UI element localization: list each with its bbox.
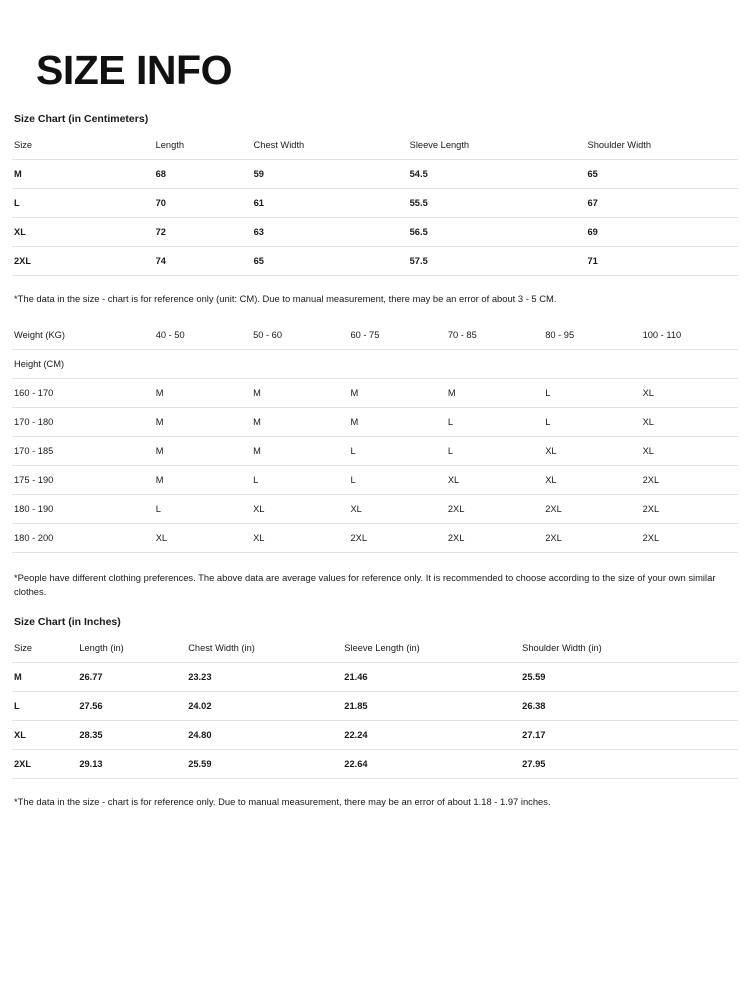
table-row bbox=[12, 662, 738, 691]
cell-shoulder-width: 69 bbox=[586, 218, 739, 247]
cell-shoulder-width: 26.38 bbox=[520, 691, 738, 720]
inch-chart-note: *The data in the size - chart is for reference only. Due to manual measurement, there may be an error of about 1.18 - 1.97 inches. bbox=[14, 795, 551, 807]
weight-range: 80 - 95 bbox=[543, 321, 640, 350]
inch-chart-heading: Size Chart (in Inches) bbox=[14, 615, 121, 628]
cell-size: XL bbox=[543, 436, 640, 465]
cell-chest-width: 25.59 bbox=[186, 749, 342, 778]
cell-height-range: 175 - 190 bbox=[12, 465, 154, 494]
table-row bbox=[12, 720, 738, 749]
fit-recommendation-note: *People have different clothing preferences. The above data are average values for reference only. It is recommended to choose according to the size of your own similar clothes. bbox=[14, 571, 716, 598]
cell-size: XL bbox=[446, 465, 543, 494]
cell-height-range: 170 - 180 bbox=[12, 407, 154, 436]
cell-sleeve-length: 55.5 bbox=[408, 189, 586, 218]
cell-length: 74 bbox=[154, 247, 252, 276]
cell-length: 72 bbox=[154, 218, 252, 247]
cell-size: L bbox=[251, 465, 348, 494]
cell-size: L bbox=[348, 436, 445, 465]
weight-range: 40 - 50 bbox=[154, 321, 251, 350]
cell-size: 2XL bbox=[348, 523, 445, 552]
cell-sleeve-length: 21.46 bbox=[342, 662, 520, 691]
cell-sleeve-length: 57.5 bbox=[408, 247, 586, 276]
cell-size: XL bbox=[641, 407, 738, 436]
empty-cell bbox=[446, 349, 543, 378]
cell-shoulder-width: 67 bbox=[586, 189, 739, 218]
cell-size: M bbox=[251, 436, 348, 465]
cell-size: L bbox=[446, 436, 543, 465]
table-row bbox=[12, 523, 738, 552]
cell-length: 29.13 bbox=[77, 749, 186, 778]
cell-chest-width: 63 bbox=[252, 218, 408, 247]
column-header: Chest Width bbox=[252, 131, 408, 160]
cell-size: XL bbox=[12, 218, 154, 247]
inch-size-table bbox=[12, 634, 738, 779]
column-header: Sleeve Length bbox=[408, 131, 586, 160]
table-header-row bbox=[12, 131, 738, 160]
table-row bbox=[12, 494, 738, 523]
cell-height-range: 180 - 190 bbox=[12, 494, 154, 523]
empty-cell bbox=[641, 349, 738, 378]
cell-shoulder-width: 25.59 bbox=[520, 662, 738, 691]
height-label: Height (CM) bbox=[12, 349, 154, 378]
cell-size: XL bbox=[154, 523, 251, 552]
cell-sleeve-length: 56.5 bbox=[408, 218, 586, 247]
cell-size: XL bbox=[12, 720, 77, 749]
table-row bbox=[12, 436, 738, 465]
cell-size: 2XL bbox=[446, 523, 543, 552]
cell-size: XL bbox=[348, 494, 445, 523]
column-header: Length bbox=[154, 131, 252, 160]
cm-size-table bbox=[12, 131, 738, 276]
cm-chart-note: *The data in the size - chart is for reference only (unit: CM). Due to manual measurement, there may be an error of about 3 - 5 CM. bbox=[14, 293, 557, 304]
cell-length: 68 bbox=[154, 160, 252, 189]
column-header: Size bbox=[12, 634, 77, 663]
cell-size: M bbox=[348, 407, 445, 436]
cell-size: XL bbox=[251, 523, 348, 552]
cell-size: M bbox=[154, 407, 251, 436]
cell-size: L bbox=[154, 494, 251, 523]
cell-size: 2XL bbox=[641, 465, 738, 494]
cell-sleeve-length: 22.24 bbox=[342, 720, 520, 749]
weight-range: 50 - 60 bbox=[251, 321, 348, 350]
empty-cell bbox=[251, 349, 348, 378]
cell-shoulder-width: 27.95 bbox=[520, 749, 738, 778]
cell-size: XL bbox=[641, 436, 738, 465]
page-title: SIZE INFO bbox=[36, 47, 232, 93]
column-header: Chest Width (in) bbox=[186, 634, 342, 663]
cell-length: 26.77 bbox=[77, 662, 186, 691]
cell-size: L bbox=[543, 378, 640, 407]
column-header: Sleeve Length (in) bbox=[342, 634, 520, 663]
cell-sleeve-length: 21.85 bbox=[342, 691, 520, 720]
cell-size: M bbox=[251, 378, 348, 407]
weight-range: 100 - 110 bbox=[641, 321, 738, 350]
cell-size: 2XL bbox=[641, 523, 738, 552]
cell-size: M bbox=[251, 407, 348, 436]
column-header: Shoulder Width bbox=[586, 131, 739, 160]
cell-size: M bbox=[348, 378, 445, 407]
cell-size: L bbox=[446, 407, 543, 436]
cell-size: M bbox=[446, 378, 543, 407]
cell-size: M bbox=[12, 662, 77, 691]
weight-header-row bbox=[12, 321, 738, 350]
cell-size: 2XL bbox=[446, 494, 543, 523]
table-row bbox=[12, 407, 738, 436]
cell-size: XL bbox=[641, 378, 738, 407]
cell-shoulder-width: 71 bbox=[586, 247, 739, 276]
cell-size: 2XL bbox=[543, 523, 640, 552]
table-row bbox=[12, 378, 738, 407]
table-row bbox=[12, 189, 738, 218]
table-row bbox=[12, 749, 738, 778]
cell-height-range: 160 - 170 bbox=[12, 378, 154, 407]
cell-height-range: 180 - 200 bbox=[12, 523, 154, 552]
column-header: Shoulder Width (in) bbox=[520, 634, 738, 663]
cell-shoulder-width: 27.17 bbox=[520, 720, 738, 749]
column-header: Size bbox=[12, 131, 154, 160]
empty-cell bbox=[348, 349, 445, 378]
cell-chest-width: 65 bbox=[252, 247, 408, 276]
cell-size: 2XL bbox=[543, 494, 640, 523]
weight-range: 60 - 75 bbox=[348, 321, 445, 350]
cm-chart-heading: Size Chart (in Centimeters) bbox=[14, 113, 149, 125]
table-row bbox=[12, 465, 738, 494]
cell-chest-width: 24.80 bbox=[186, 720, 342, 749]
column-header: Length (in) bbox=[77, 634, 186, 663]
cell-size: 2XL bbox=[12, 247, 154, 276]
cell-sleeve-length: 22.64 bbox=[342, 749, 520, 778]
cell-height-range: 170 - 185 bbox=[12, 436, 154, 465]
cell-size: L bbox=[12, 691, 77, 720]
cell-sleeve-length: 54.5 bbox=[408, 160, 586, 189]
cell-size: L bbox=[543, 407, 640, 436]
table-header-row bbox=[12, 634, 738, 663]
weight-label: Weight (KG) bbox=[12, 321, 154, 350]
cell-size: L bbox=[348, 465, 445, 494]
cell-size: 2XL bbox=[641, 494, 738, 523]
cell-shoulder-width: 65 bbox=[586, 160, 739, 189]
cell-size: 2XL bbox=[12, 749, 77, 778]
cell-size: M bbox=[154, 378, 251, 407]
weight-range: 70 - 85 bbox=[446, 321, 543, 350]
cell-chest-width: 24.02 bbox=[186, 691, 342, 720]
cell-chest-width: 59 bbox=[252, 160, 408, 189]
table-row bbox=[12, 218, 738, 247]
empty-cell bbox=[543, 349, 640, 378]
table-row bbox=[12, 160, 738, 189]
table-row bbox=[12, 247, 738, 276]
cell-chest-width: 61 bbox=[252, 189, 408, 218]
height-label-row bbox=[12, 349, 738, 378]
cell-chest-width: 23.23 bbox=[186, 662, 342, 691]
cell-size: M bbox=[154, 465, 251, 494]
table-row bbox=[12, 691, 738, 720]
fit-recommendation-table bbox=[12, 321, 738, 553]
cell-size: XL bbox=[251, 494, 348, 523]
cell-size: M bbox=[154, 436, 251, 465]
cell-size: XL bbox=[543, 465, 640, 494]
cell-size: M bbox=[12, 160, 154, 189]
cell-length: 70 bbox=[154, 189, 252, 218]
empty-cell bbox=[154, 349, 251, 378]
cell-length: 28.35 bbox=[77, 720, 186, 749]
cell-length: 27.56 bbox=[77, 691, 186, 720]
cell-size: L bbox=[12, 189, 154, 218]
